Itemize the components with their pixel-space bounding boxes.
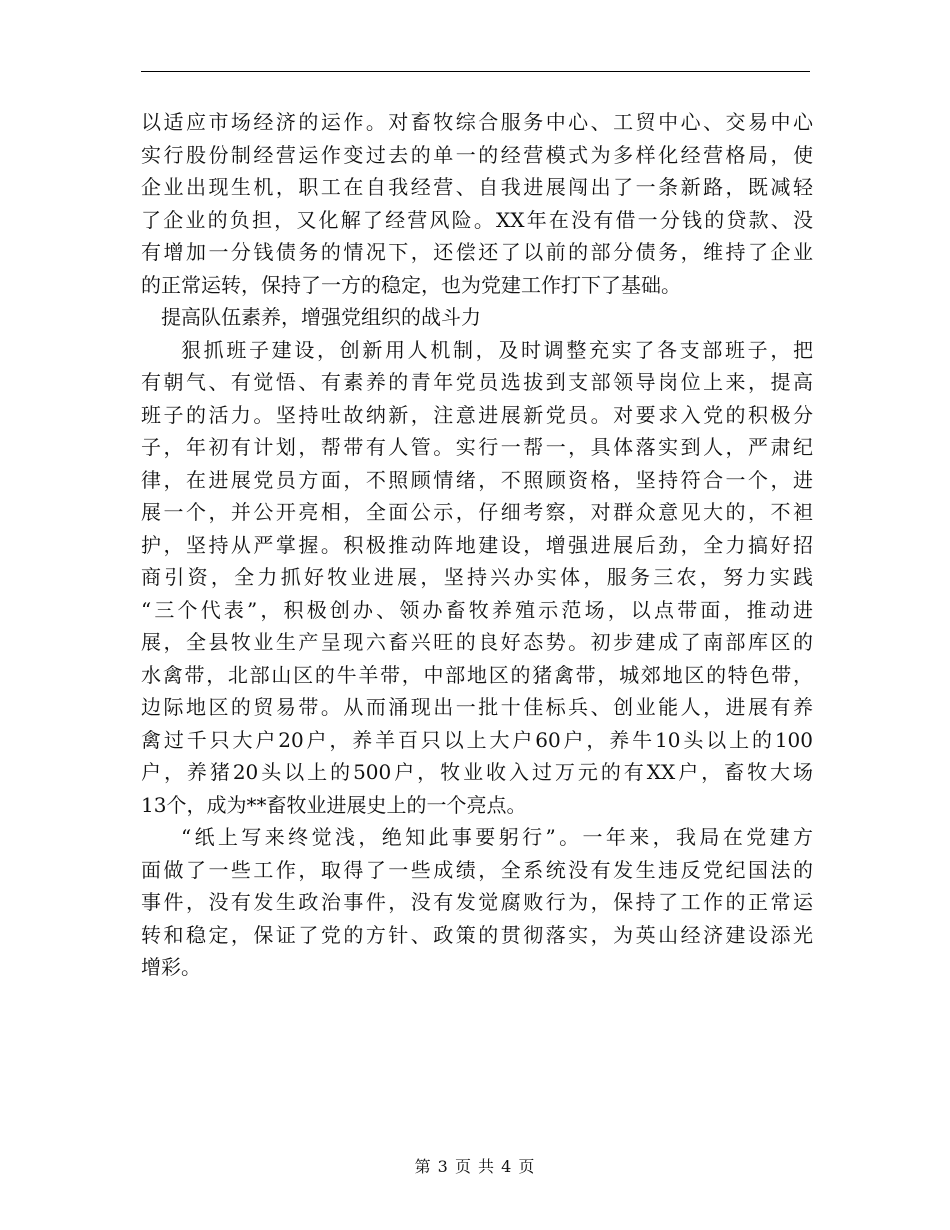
text-line: 面做了一些工作，取得了一些成绩，全系统没有发生违反党纪国法的 [141, 857, 813, 882]
text-line: 护，坚持从严掌握。积极推动阵地建设，增强进展后劲，全力搞好招 [141, 532, 813, 557]
text-line: 有朝气、有觉悟、有素养的青年党员选拔到支部领导岗位上来，提高 [141, 370, 813, 394]
text-line: 狠抓班子建设，创新用人机制，及时调整充实了各支部班子，把 [181, 337, 813, 362]
text-line: 实行股份制经营运作变过去的单一的经营模式为多样化经营格局，使 [141, 142, 813, 167]
text-line: 的正常运转，保持了一方的稳定，也为党建工作打下了基础。 [141, 272, 681, 297]
section-heading: 提高队伍素养，增强党组织的战斗力 [161, 305, 481, 329]
text-line: 水禽带，北部山区的牛羊带，中部地区的猪禽带，城郊地区的特色带， [141, 662, 813, 687]
text-line: 边际地区的贸易带。从而涌现出一批十佳标兵、创业能人，进展有养 [141, 695, 813, 719]
document-body [141, 106, 813, 984]
text-line: 增彩。 [141, 955, 201, 979]
text-line: 以适应市场经济的运作。对畜牧综合服务中心、工贸中心、交易中心 [141, 110, 813, 134]
text-line: 13个，成为**畜牧业进展史上的一个亮点。 [141, 792, 527, 817]
text-line: 展一个，并公开亮相，全面公示，仔细考察，对群众意见大的，不袒 [141, 500, 813, 524]
text-line: 商引资，全力抓好牧业进展，坚持兴办实体，服务三农，努力实践 [141, 565, 813, 589]
text-line: 禽过千只大户20户，养羊百只以上大户60户，养牛10头以上的100 [141, 727, 813, 752]
text-line: 律，在进展党员方面，不照顾情绪，不照顾资格，坚持符合一个，进 [141, 467, 813, 492]
text-line: 企业出现生机，职工在自我经营、自我进展闯出了一条新路，既减轻 [141, 175, 813, 199]
text-line: 转和稳定，保证了党的方针、政策的贯彻落实，为英山经济建设添光 [141, 922, 813, 947]
page-number: 第 3 页 共 4 页 [414, 1157, 536, 1176]
text-line: 有增加一分钱债务的情况下，还偿还了以前的部分债务，维持了企业 [141, 240, 813, 264]
text-line: 事件，没有发生政治事件，没有发觉腐败行为，保持了工作的正常运 [141, 890, 813, 914]
text-line: 子，年初有计划，帮带有人管。实行一帮一，具体落实到人，严肃纪 [141, 435, 813, 459]
text-line: “三个代表”，积极创办、领办畜牧养殖示范场，以点带面，推动进 [141, 597, 813, 622]
text-line: 了企业的负担，又化解了经营风险。XX年在没有借一分钱的贷款、没 [141, 207, 813, 232]
header-rule [141, 71, 810, 72]
text-line: 展，全县牧业生产呈现六畜兴旺的良好态势。初步建成了南部库区的 [141, 630, 813, 654]
text-line: 班子的活力。坚持吐故纳新，注意进展新党员。对要求入党的积极分 [141, 402, 813, 427]
text-line: “纸上写来终觉浅，绝知此事要躬行”。一年来，我局在党建方 [181, 825, 813, 849]
text-line: 户，养猪20头以上的500户，牧业收入过万元的有XX户，畜牧大场 [141, 760, 813, 784]
